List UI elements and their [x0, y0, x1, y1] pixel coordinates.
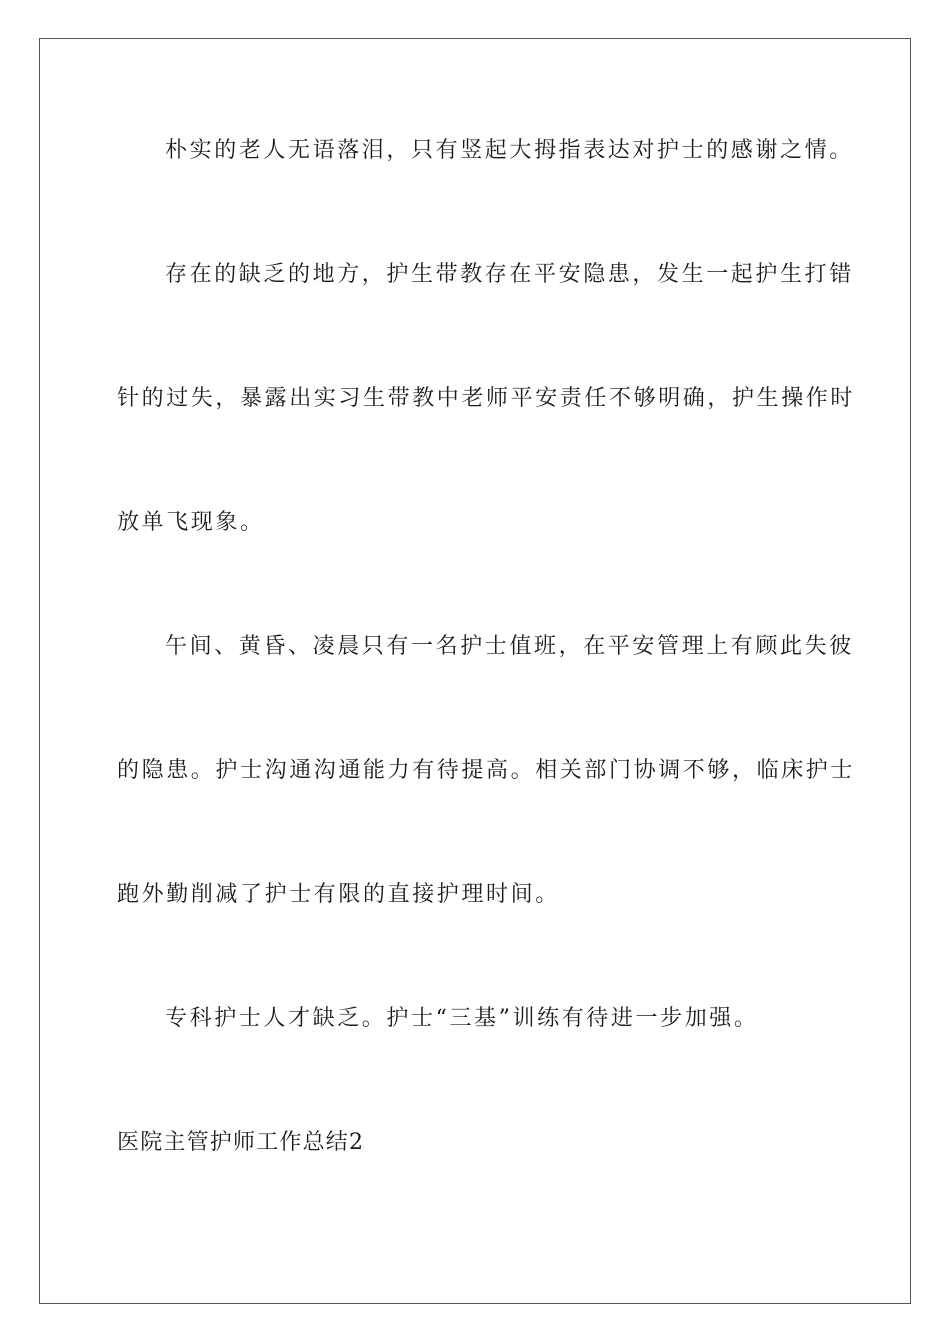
page-border [39, 38, 911, 1304]
paragraph-line: 跑外勤削减了护士有限的直接护理时间。 [117, 882, 560, 907]
paragraph-line: 的隐患。护士沟通沟通能力有待提高。相关部门协调不够，临床护士 [117, 758, 856, 783]
paragraph-line: 针的过失，暴露出实习生带教中老师平安责任不够明确，护生操作时 [117, 386, 856, 411]
section-heading: 医院主管护师工作总结2 [117, 1130, 365, 1155]
paragraph-line: 午间、黄昏、凌晨只有一名护士值班，在平安管理上有顾此失彼 [165, 634, 854, 659]
paragraph-line: 朴实的老人无语落泪，只有竖起大拇指表达对护士的感谢之情。 [165, 138, 854, 163]
paragraph-line: 存在的缺乏的地方，护生带教存在平安隐患，发生一起护生打错 [165, 262, 854, 287]
paragraph-line: 专科护士人才缺乏。护士“三基”训练有待进一步加强。 [165, 1006, 759, 1031]
paragraph-line: 放单飞现象。 [117, 510, 265, 535]
